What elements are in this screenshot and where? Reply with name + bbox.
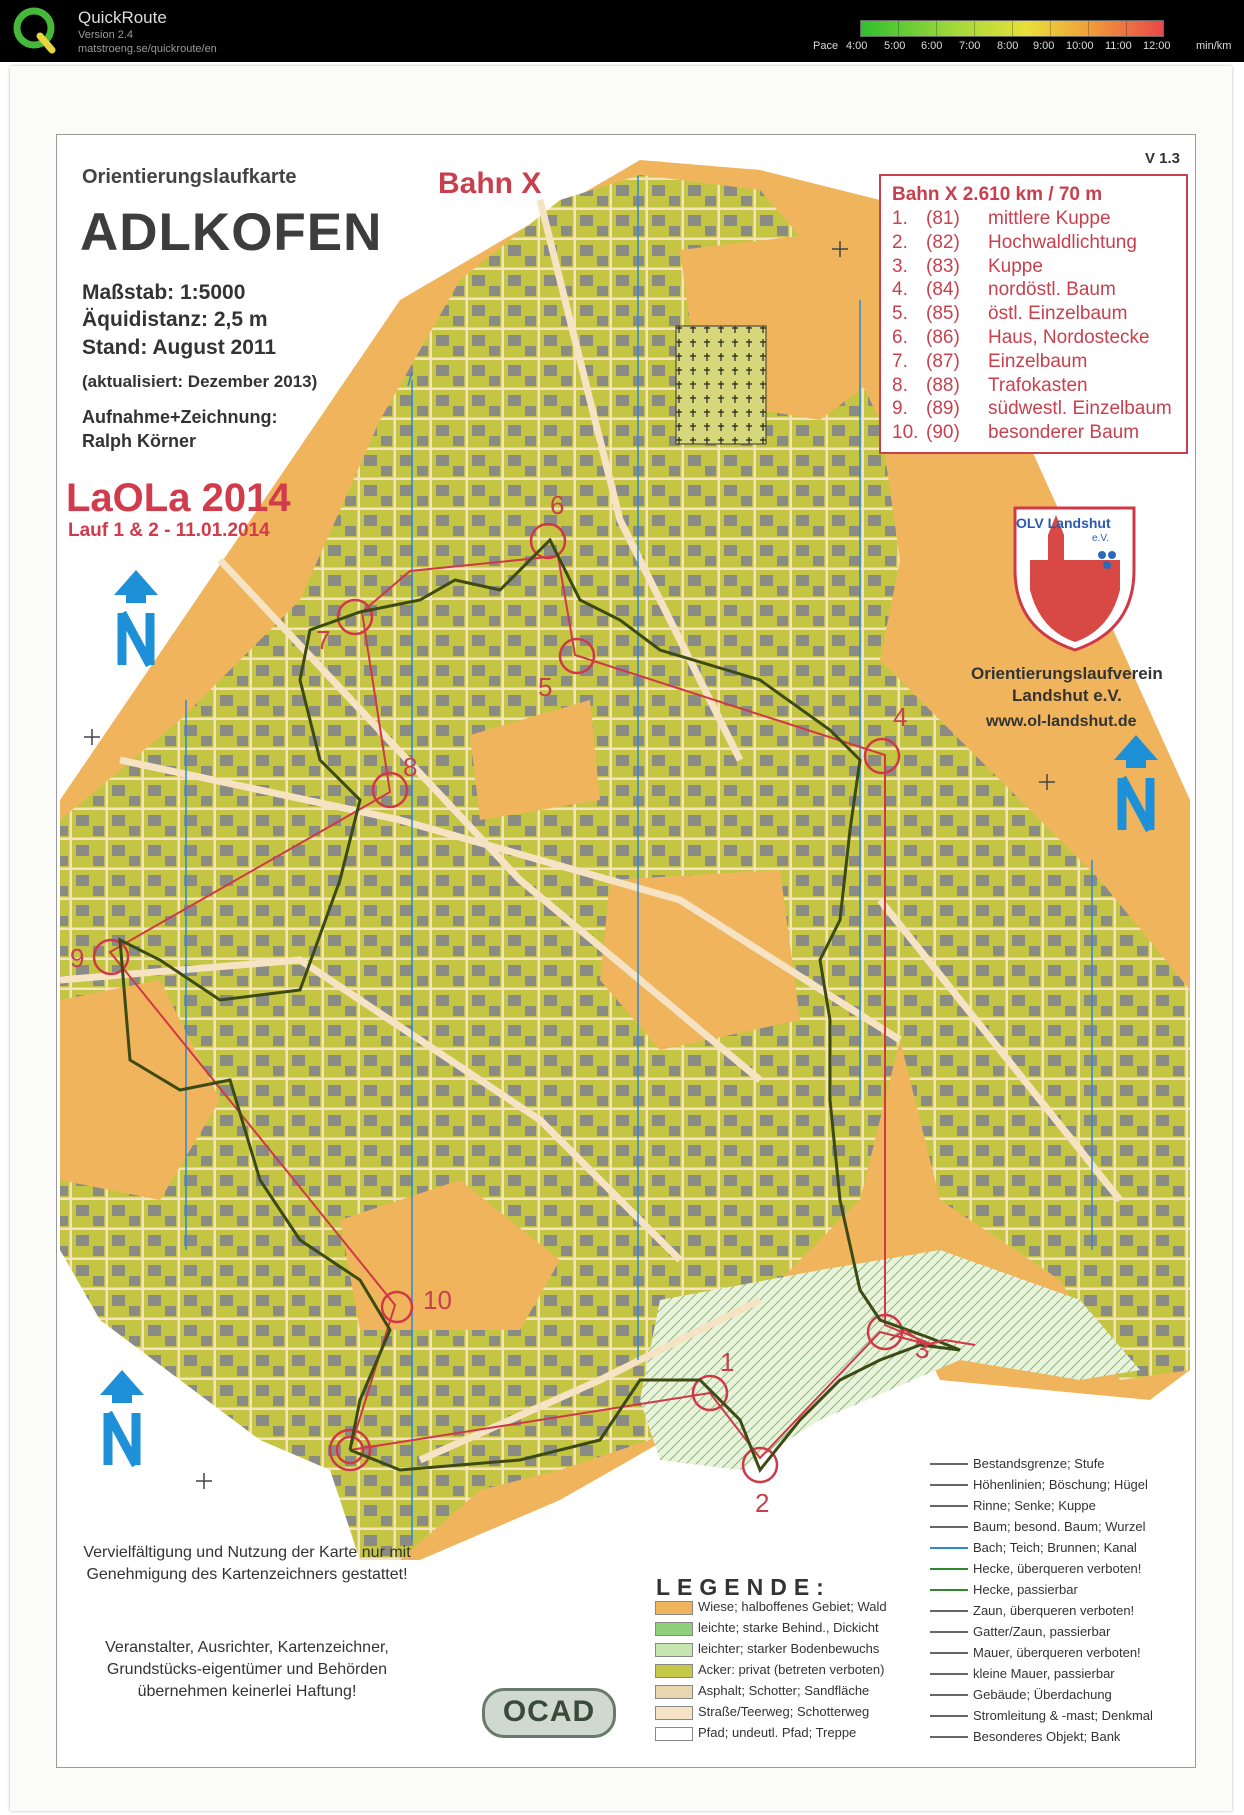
club-name-line2: Landshut e.V.	[1012, 686, 1122, 705]
control-description: Kuppe	[988, 255, 1043, 277]
control-code: (85)	[926, 303, 960, 325]
legend-item: Besonderes Objekt; Bank	[973, 1729, 1121, 1744]
legend-swatch	[655, 1685, 693, 1699]
legend-swatch	[655, 1643, 693, 1657]
app-version: Version 2.4	[78, 29, 134, 41]
control-label: 3	[915, 1334, 930, 1364]
control-number: 2.	[892, 231, 908, 253]
control-code: (82)	[926, 231, 960, 253]
map-scale: Maßstab: 1:5000	[82, 281, 246, 304]
control-description: Trafokasten	[988, 374, 1088, 396]
legend-item: Stromleitung & -mast; Denkmal	[973, 1708, 1153, 1723]
map-stand: Stand: August 2011	[82, 336, 277, 359]
course-control-row	[892, 375, 1088, 397]
control-description: Haus, Nordostecke	[988, 327, 1150, 348]
control-label: 6	[550, 490, 565, 520]
course-control-row	[892, 351, 1087, 373]
control-number: 8.	[892, 374, 908, 396]
pace-tick: 6:00	[921, 40, 943, 52]
control-label: 2	[755, 1488, 770, 1518]
legend-item: Bestandsgrenze; Stufe	[973, 1456, 1105, 1471]
control-code: (89)	[926, 398, 960, 420]
legend-symbol	[930, 1484, 968, 1486]
map-surveyor: Ralph Körner	[82, 431, 197, 451]
control-code: (83)	[926, 255, 960, 277]
legend-symbol	[930, 1673, 968, 1675]
course-control-row	[892, 279, 1116, 301]
course-control-row	[892, 208, 1111, 230]
legend-swatch	[655, 1601, 693, 1615]
legend-item: Hecke, passierbar	[973, 1582, 1078, 1597]
control-description: Hochwaldlichtung	[988, 231, 1137, 253]
control-code: (88)	[926, 374, 960, 396]
control-number: 7.	[892, 350, 908, 372]
north-arrow-icon	[100, 1370, 144, 1465]
legend-item: Mauer, überqueren verboten!	[973, 1645, 1141, 1660]
course-control-row	[892, 232, 1137, 254]
pace-tick: 8:00	[997, 40, 1019, 52]
control-description: östl. Einzelbaum	[988, 303, 1128, 325]
control-number: 3.	[892, 255, 908, 277]
legend-symbol	[930, 1610, 968, 1612]
legend-item: Baum; besond. Baum; Wurzel	[973, 1519, 1146, 1534]
legend-symbol	[930, 1589, 968, 1591]
map-subtitle: Orientierungslaufkarte	[82, 166, 297, 188]
course-title: Bahn X 2.610 km / 70 m	[892, 184, 1103, 205]
control-label: 9	[70, 943, 85, 973]
club-website[interactable]: www.ol-landshut.de	[986, 713, 1137, 730]
course-control-row	[892, 327, 1150, 349]
legend-symbol	[930, 1715, 968, 1717]
control-number: 9.	[892, 398, 908, 420]
pace-tick: 7:00	[959, 40, 981, 52]
control-number: 5.	[892, 303, 908, 325]
control-code: (81)	[926, 208, 960, 229]
north-arrow-icon	[114, 570, 158, 665]
legend-symbol	[930, 1694, 968, 1696]
event-runs: Lauf 1 & 2 - 11.01.2014	[68, 520, 270, 541]
control-code: (87)	[926, 350, 960, 372]
badge-text: OLV Landshut	[1016, 515, 1111, 531]
ocad-logo: OCAD	[482, 1688, 616, 1738]
legend-symbol	[930, 1547, 968, 1549]
pace-tick: 4:00	[846, 40, 868, 52]
legend-item: Höhenlinien; Böschung; Hügel	[973, 1477, 1148, 1492]
control-label: 4	[893, 702, 908, 732]
pace-tick: 11:00	[1105, 40, 1132, 52]
control-number: 10.	[892, 422, 919, 444]
map-version: V 1.3	[1145, 150, 1181, 167]
control-label: 1	[720, 1347, 735, 1377]
badge-subtext: e.V.	[1092, 533, 1109, 544]
course-control-row	[892, 422, 1139, 444]
app-url[interactable]: matstroeng.se/quickroute/en	[78, 43, 217, 55]
club-name: Orientierungslaufverein	[971, 664, 1163, 683]
legend-item: Bach; Teich; Brunnen; Kanal	[973, 1540, 1137, 1555]
legend-swatch	[655, 1706, 693, 1720]
legend-item: Asphalt; Schotter; Sandfläche	[698, 1683, 870, 1698]
legend-swatch	[655, 1727, 693, 1741]
control-number: 6.	[892, 327, 908, 348]
map-title: ADLKOFEN	[80, 203, 383, 262]
legend-symbol	[930, 1652, 968, 1654]
control-code: (86)	[926, 327, 960, 348]
legend-item: Gatter/Zaun, passierbar	[973, 1624, 1111, 1639]
copyright-notice: Vervielfältigung und Nutzung der Karte nur mit Genehmigung des Kartenzeichners gestattet!	[83, 1544, 411, 1583]
map-updated: (aktualisiert: Dezember 2013)	[82, 372, 318, 391]
pace-tick: 10:00	[1066, 40, 1094, 52]
control-code: (90)	[926, 422, 960, 444]
control-label: 8	[403, 752, 418, 782]
app-name: QuickRoute	[78, 8, 167, 27]
legend-item: Straße/Teerweg; Schotterweg	[698, 1704, 870, 1719]
course-control-row	[892, 303, 1127, 325]
legend-symbol	[930, 1505, 968, 1507]
legend-item: Wiese; halboffenes Gebiet; Wald	[698, 1599, 887, 1614]
legend-item: Pfad; undeutl. Pfad; Treppe	[698, 1725, 857, 1740]
control-description: mittlere Kuppe	[988, 208, 1111, 229]
event-name: LaOLa 2014	[66, 476, 291, 520]
course-control-row	[892, 398, 1172, 420]
legend-symbol	[930, 1568, 968, 1570]
pace-unit: min/km	[1196, 40, 1232, 52]
course-control-row	[892, 256, 1043, 278]
cemetery	[676, 326, 766, 444]
legend-item: Zaun, überqueren verboten!	[973, 1603, 1135, 1618]
legend-symbol	[930, 1526, 968, 1528]
legend-symbol	[930, 1463, 968, 1465]
legend-item: Gebäude; Überdachung	[973, 1687, 1112, 1702]
legend-item: Rinne; Senke; Kuppe	[973, 1498, 1096, 1513]
map-equidistance: Äquidistanz: 2,5 m	[82, 308, 268, 331]
legend-item: Hecke, überqueren verboten!	[973, 1561, 1142, 1576]
control-description: besonderer Baum	[988, 422, 1140, 444]
control-label: 5	[538, 672, 553, 702]
legend-swatch	[655, 1622, 693, 1636]
legend-symbol	[930, 1631, 968, 1633]
legend-item: leichter; starker Bodenbewuchs	[698, 1641, 880, 1656]
liability-notice: Veranstalter, Ausrichter, Kartenzeichner, Grundstücks-eigentümer und Behörden übernehmen keinerlei Haftung!	[105, 1639, 389, 1700]
control-code: (84)	[926, 279, 960, 301]
control-number: 4.	[892, 279, 908, 301]
control-description: nordöstl. Baum	[988, 279, 1116, 301]
control-description: südwestl. Einzelbaum	[988, 398, 1172, 420]
pace-tick: 9:00	[1033, 40, 1055, 52]
control-description: Einzelbaum	[988, 350, 1088, 372]
pace-label: Pace	[813, 40, 839, 52]
control-label: 7	[316, 625, 331, 655]
legend-swatch	[655, 1664, 693, 1678]
pace-tick: 12:00	[1143, 40, 1171, 52]
legend-item: leichte; starke Behind., Dickicht	[698, 1620, 879, 1635]
legend-symbol	[930, 1736, 968, 1738]
control-label: 10	[423, 1285, 452, 1315]
legend-item: Acker: privat (betreten verboten)	[698, 1662, 885, 1677]
control-number: 1.	[892, 208, 908, 229]
course-label: Bahn X	[438, 167, 542, 200]
pace-tick: 5:00	[884, 40, 906, 52]
map-survey-label: Aufnahme+Zeichnung:	[82, 407, 278, 427]
legend-item: kleine Mauer, passierbar	[973, 1666, 1115, 1681]
legend-title: LEGENDE:	[656, 1574, 831, 1600]
